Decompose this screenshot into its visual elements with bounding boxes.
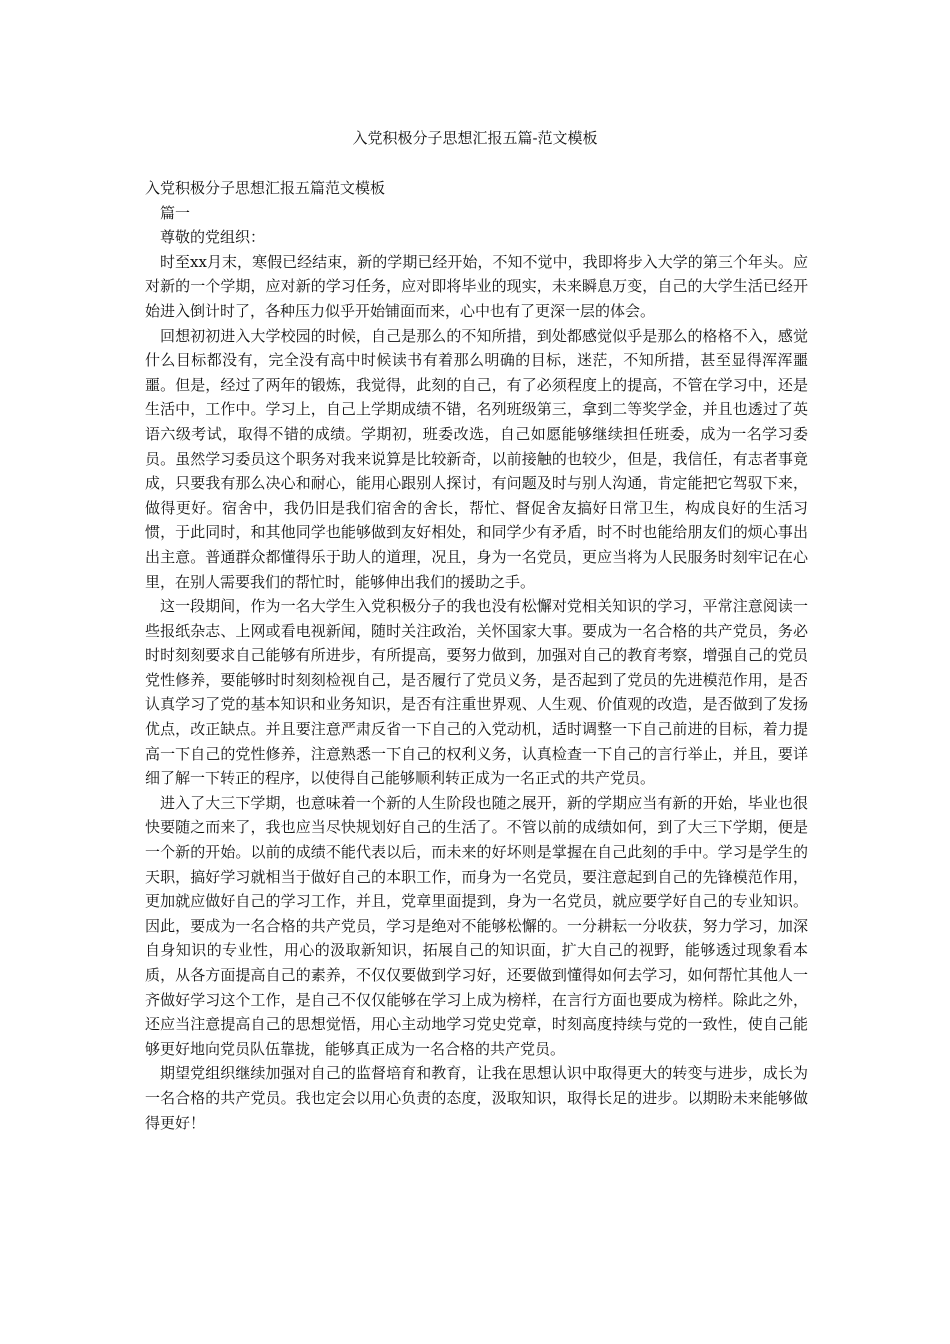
body-paragraph: 进入了大三下学期，也意味着一个新的人生阶段也随之展开，新的学期应当有新的开始，毕业也很快要随之而来了，我也应当尽快规划好自己的生活了。不管以前的成绩如何，到了大三下学期，便是一个新的开始。以前的成绩不能代表以后，而未来的好坏则是掌握在自己此刻的手中。学习是学生的天职，搞好学习就相当于做好自己的本职工作，而身为一名党员，要注意起到自己的先锋模范作用，更加就应做好自己的学习工作，并且，党章里面提到，身为一名党员，就应要学好自己的专业知识。因此，要成为一名合格的共产党员，学习是绝对不能够松懈的。一分耕耘一分收获，努力学习，加深自身知识的专业性，用心的汲取新知识，拓展自己的知识面，扩大自己的视野，能够透过现象看本质，从各方面提高自己的素养，不仅仅要做到学习好，还要做到懂得如何去学习，如何帮忙其他人一齐做好学习这个工作，是自己不仅仅能够在学习上成为榜样，在言行方面也要成为榜样。除此之外，还应当注意提高自己的思想觉悟，用心主动地学习党史党章，时刻高度持续与党的一致性，使自己能够更好地向党员队伍靠拢，能够真正成为一名合格的共产党员。 — [145, 793, 808, 1058]
body-paragraph: 回想初初进入大学校园的时候，自己是那么的不知所措，到处都感觉似乎是那么的格格不入，感觉什么目标都没有，完全没有高中时候读书有着那么明确的目标，迷茫，不知所措，甚至显得浑浑噩噩。但是，经过了两年的锻炼，我觉得，此刻的自己，有了必须程度上的提高，不管在学习中，还是生活中，工作中。学习上，自己上学期成绩不错，名列班级第三，拿到二等奖学金，并且也透过了英语六级考试，取得不错的成绩。学期初，班委改选，自己如愿能够继续担任班委，成为一名学习委员。虽然学习委员这个职务对我来说算是比较新奇，以前接触的也较少，但是，我信任，有志者事竟成，只要我有那么决心和耐心，能用心跟别人探讨，有问题及时与别人沟通，肯定能把它驾驭下来，做得更好。宿舍中，我仍旧是我们宿舍的舍长，帮忙、督促舍友搞好日常卫生，构成良好的生活习惯，于此同时，和其他同学也能够做到友好相处，和同学少有矛盾，时不时也能给朋友们的烦心事出出主意。普通群众都懂得乐于助人的道理，况且，身为一名党员，更应当将为人民服务时刻牢记在心里，在别人需要我们的帮忙时，能够伸出我们的援助之手。 — [145, 326, 808, 591]
section-heading: 篇一 — [160, 203, 191, 222]
greeting: 尊敬的党组织： — [160, 228, 266, 247]
document-subtitle: 入党积极分子思想汇报五篇范文模板 — [145, 179, 386, 197]
body-paragraph: 时至xx月末，寒假已经结束，新的学期已经开始，不知不觉中，我即将步入大学的第三个年头。应对新的一个学期，应对新的学习任务，应对即将毕业的现实，未来瞬息万变，自己的大学生活已经开始进入倒计时了，各种压力似乎开始铺面而来，心中也有了更深一层的体会。 — [145, 252, 808, 320]
body-paragraph: 这一段期间，作为一名大学生入党积极分子的我也没有松懈对党相关知识的学习，平常注意阅读一些报纸杂志、上网或看电视新闻，随时关注政治，关怀国家大事。要成为一名合格的共产党员，务必时时刻刻要求自己能够有所进步，有所提高，要努力做到，加强对自己的教育考察，增强自己的党员党性修养，要能够时时刻刻检视自己，是否履行了党员义务，是否起到了党员的先进模范作用，是否认真学习了党的基本知识和业务知识，是否有注重世界观、人生观、价值观的改造，是否做到了发扬优点，改正缺点。并且要注意严肃反省一下自己的入党动机，适时调整一下自己前进的目标，着力提高一下自己的党性修养，注意熟悉一下自己的权利义务，认真检查一下自己的言行举止，并且，要详细了解一下转正的程序，以使得自己能够顺利转正成为一名正式的共产党员。 — [145, 597, 808, 788]
body-paragraph: 期望党组织继续加强对自己的监督培育和教育，让我在思想认识中取得更大的转变与进步，成长为一名合格的共产党员。我也定会以用心负责的态度，汲取知识，取得长足的进步。以期盼未来能够做得更好！ — [145, 1064, 808, 1132]
document-title: 入党积极分子思想汇报五篇-范文模板 — [352, 129, 598, 147]
document-body — [145, 176, 808, 1135]
